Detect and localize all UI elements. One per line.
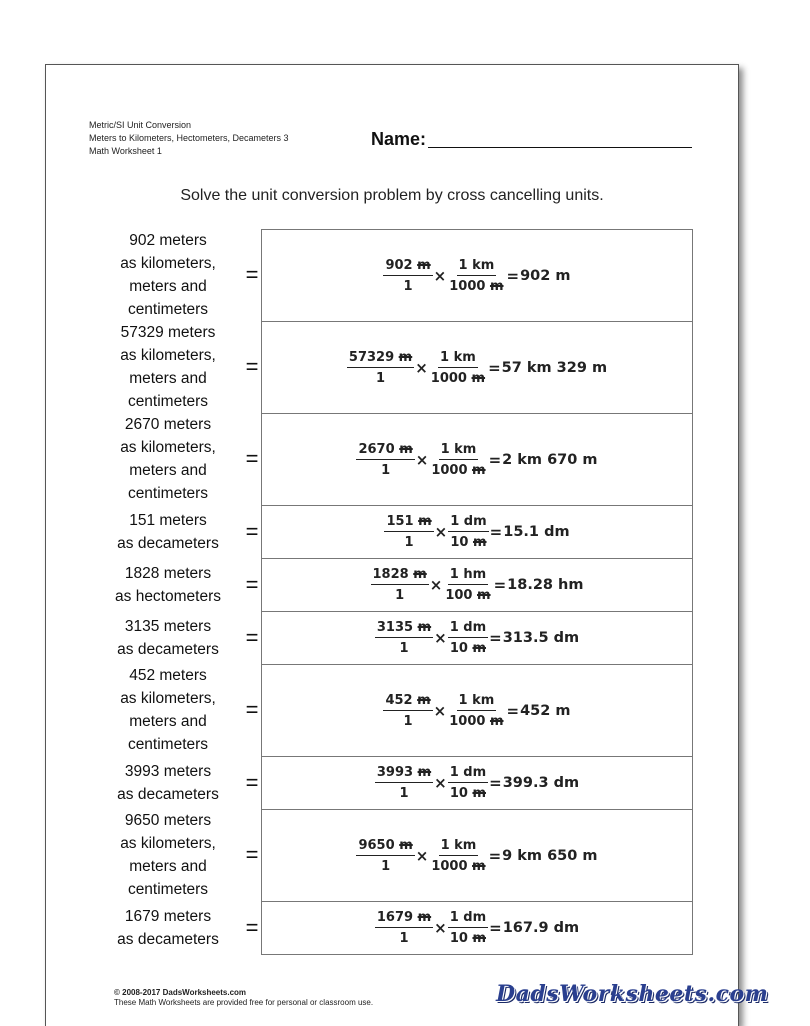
footer [114,988,373,1008]
equals-sign: = [488,846,502,865]
given-value: 3135 [376,620,414,635]
fraction-numerator: 1 dm [448,765,488,783]
conversion-factor [448,620,488,656]
problem-text-line: 2670 meters [124,416,212,433]
factor-value: 10 [449,641,468,656]
equals-sign: = [489,774,502,792]
problem-text-line: centimeters [127,301,209,318]
given-value: 1828 [372,567,409,582]
answer-box [261,558,693,612]
problem-text-line: centimeters [127,485,209,502]
equals-sign: = [493,576,507,594]
fraction-numerator: 1 km [457,258,497,276]
answer-result: 9 km 650 m [502,847,598,864]
conversion-expression [356,442,597,478]
times-sign: × [434,523,448,541]
fraction-numerator [347,350,414,368]
answer-result: 2 km 670 m [502,451,598,468]
answer-result: 902 m [520,267,571,284]
answer-box [261,611,693,665]
fraction-denominator: 1 [399,931,409,946]
problem-statement [102,611,234,664]
equals-sign: = [245,914,259,940]
conversion-expression [383,258,570,294]
answer-result: 15.1 dm [503,524,570,540]
problem-text-line: 452 meters [129,667,207,684]
times-sign: × [434,919,447,937]
fraction-denominator [447,711,505,729]
answer-result: 167.9 dm [502,920,580,936]
conversion-factor [447,258,505,294]
equals-sign: = [245,354,259,379]
fraction-denominator [448,532,488,550]
fraction-denominator: 1 [395,588,405,603]
fraction-given [383,693,432,729]
fraction-numerator [375,910,433,928]
equals-sign: = [245,842,259,867]
problem-statement [102,809,234,901]
problem-statement [102,558,234,611]
conversion-expression [356,838,597,874]
fraction-given [371,567,429,603]
fraction-numerator [383,258,432,276]
worksheet-title: Meters to Kilometers, Hectometers, Decameters 3 [89,133,289,143]
problem-text-line: 1679 meters [124,907,212,925]
fraction-denominator: 1 [399,641,409,656]
equals-sign: = [245,571,259,597]
problem-text-line: 9650 meters [124,812,212,829]
factor-value: 10 [450,535,469,550]
problem-text-line: 3993 meters [124,762,212,780]
cancelled-unit: m [413,567,427,582]
cancelled-unit: m [472,462,486,478]
factor-value: 1000 [431,858,468,874]
given-value: 57329 [348,349,395,365]
fraction-numerator [375,620,433,638]
fraction-given [375,910,433,946]
cancelled-unit: m [477,588,491,603]
given-value: 452 [385,692,413,708]
equals-sign: = [506,701,520,720]
problem-text-line: as kilometers, [120,439,216,456]
conversion-factor [448,910,488,946]
times-sign: × [434,629,447,647]
given-value: 1679 [376,910,414,925]
equals-sign: = [489,919,502,937]
cancelled-unit: m [471,370,486,386]
fraction-given [375,620,433,656]
problem-text-line: meters and [129,858,207,875]
problem-text-line: as kilometers, [120,255,216,272]
problem-text-line: meters and [129,462,207,479]
fraction-given [375,765,433,801]
conversion-expression [375,620,579,656]
problem-text-line: centimeters [127,736,209,753]
fraction-denominator: 1 [376,370,386,386]
problem-text-line: centimeters [127,881,209,898]
problem-statement [102,664,234,756]
worksheet-category: Metric/SI Unit Conversion [89,120,192,130]
fraction-denominator: 1 [403,278,413,294]
cancelled-unit: m [472,535,487,550]
answer-box [261,321,693,414]
factor-value: 1000 [449,713,486,729]
answer-box [261,229,693,322]
fraction-numerator: 1 km [457,693,497,711]
fraction-numerator [371,567,429,585]
cancelled-unit: m [472,858,486,874]
fraction-numerator [384,514,433,532]
conversion-factor [443,567,492,603]
problem-text-line: 902 meters [129,232,207,249]
answer-result: 313.5 dm [502,630,580,646]
factor-value: 10 [449,931,468,946]
equals-sign: = [506,266,520,285]
equals-sign: = [489,629,502,647]
equals-sign: = [489,523,503,541]
problem-text-line: meters and [129,278,207,295]
times-sign: × [433,701,447,720]
problem-text-line: centimeters [127,393,209,410]
problem-text-line: as kilometers, [120,835,216,852]
answer-result: 399.3 dm [502,775,580,791]
fraction-numerator [375,765,433,783]
fraction-numerator: 1 km [438,350,478,368]
fraction-numerator: 1 km [439,442,479,460]
fraction-denominator [429,460,487,478]
cancelled-unit: m [472,931,486,946]
equals-sign: = [488,450,502,469]
problem-text-line: as hectometers [115,587,221,605]
fraction-numerator [383,693,432,711]
problem-text-line: 57329 meters [120,324,216,341]
problem-statement [102,901,234,954]
answer-box [261,901,693,955]
cancelled-unit: m [399,837,413,853]
problem-statement [102,229,234,321]
conversion-expression [347,350,607,386]
problem-text-line: as decameters [117,930,219,948]
factor-value: 10 [449,786,468,801]
times-sign: × [429,576,443,594]
fraction-numerator: 1 dm [448,620,488,638]
fraction-denominator [448,783,488,801]
conversion-expression [384,514,569,550]
conversion-expression [375,910,579,946]
given-value: 902 [385,257,413,273]
equals-sign: = [245,262,259,287]
answer-box [261,664,693,757]
cancelled-unit: m [417,765,432,780]
problem-statement [102,413,234,505]
equals-sign: = [245,518,259,544]
problem-text-line: meters and [129,370,207,387]
site-logo: DadsWorksheets.com [496,981,769,1007]
cancelled-unit: m [417,910,432,925]
problem-text-line: 3135 meters [124,617,212,635]
cancelled-unit: m [489,713,504,729]
problem-text-line: as kilometers, [120,347,216,364]
fraction-denominator [447,276,505,294]
equals-sign: = [488,358,501,377]
instructions: Solve the unit conversion problem by cross cancelling units. [180,187,604,204]
fraction-given [383,258,432,294]
name-label: Name: [371,129,427,149]
times-sign: × [415,846,429,865]
times-sign: × [415,358,428,377]
fraction-given [356,442,414,478]
problem-statement [102,321,234,413]
times-sign: × [415,450,429,469]
conversion-expression [371,567,584,603]
fraction-denominator [448,928,488,946]
cancelled-unit: m [472,641,486,656]
conversion-factor [447,693,505,729]
equals-sign: = [245,624,259,650]
given-value: 151 [386,514,414,529]
fraction-given [356,838,414,874]
problem-text-line: as decameters [117,640,219,658]
fraction-given [347,350,414,386]
conversion-factor [429,350,487,386]
fraction-numerator: 1 hm [448,567,488,585]
answer-result: 57 km 329 m [501,359,608,376]
fraction-denominator: 1 [403,713,413,729]
conversion-expression [375,765,579,801]
conversion-factor [448,514,488,550]
fraction-denominator [429,368,487,386]
factor-value: 100 [445,588,473,603]
fraction-numerator: 1 dm [448,514,488,532]
answer-box [261,809,693,902]
times-sign: × [434,774,447,792]
fraction-numerator: 1 km [439,838,479,856]
problem-text-line: meters and [129,713,207,730]
cancelled-unit: m [418,514,432,529]
fraction-denominator: 1 [399,786,409,801]
problem-statement [102,756,234,809]
usage-notice: These Math Worksheets are provided free for personal or classroom use. [114,998,374,1007]
worksheet-page [45,64,769,1026]
cancelled-unit: m [489,278,504,294]
equals-sign: = [245,697,259,722]
times-sign: × [433,266,447,285]
cancelled-unit: m [417,692,431,708]
cancelled-unit: m [399,441,413,457]
fraction-numerator [356,838,414,856]
problem-text-line: as decameters [117,785,219,803]
problem-text-line: as decameters [117,534,219,552]
answer-box [261,413,693,506]
cancelled-unit: m [417,620,432,635]
answer-box [261,505,693,559]
answer-result: 452 m [520,702,571,719]
equals-sign: = [245,769,259,795]
copyright-text: © 2008-2017 DadsWorksheets.com [114,988,247,997]
factor-value: 1000 [430,370,467,386]
problem-text-line: 1828 meters [124,564,212,582]
fraction-denominator [429,856,487,874]
given-value: 2670 [358,441,395,457]
given-value: 3993 [376,765,414,780]
worksheet-subtitle: Math Worksheet 1 [89,146,162,156]
given-value: 9650 [358,837,395,853]
answer-box [261,756,693,810]
fraction-given [384,514,433,550]
problem-text-line: as kilometers, [120,690,216,707]
name-line [428,147,692,148]
cancelled-unit: m [417,257,431,273]
conversion-factor [448,765,488,801]
fraction-denominator: 1 [381,858,391,874]
fraction-denominator [448,638,488,656]
factor-value: 1000 [431,462,468,478]
conversion-expression [383,693,570,729]
factor-value: 1000 [449,278,486,294]
fraction-denominator: 1 [381,462,391,478]
answer-result: 18.28 hm [507,577,584,593]
conversion-factor [429,838,487,874]
equals-sign: = [245,446,259,471]
problem-statement [102,505,234,558]
fraction-numerator [356,442,414,460]
fraction-denominator [443,585,492,603]
conversion-factor [429,442,487,478]
cancelled-unit: m [398,349,413,365]
cancelled-unit: m [472,786,486,801]
fraction-denominator: 1 [404,535,414,550]
problem-text-line: 151 meters [129,511,207,529]
fraction-numerator: 1 dm [448,910,488,928]
